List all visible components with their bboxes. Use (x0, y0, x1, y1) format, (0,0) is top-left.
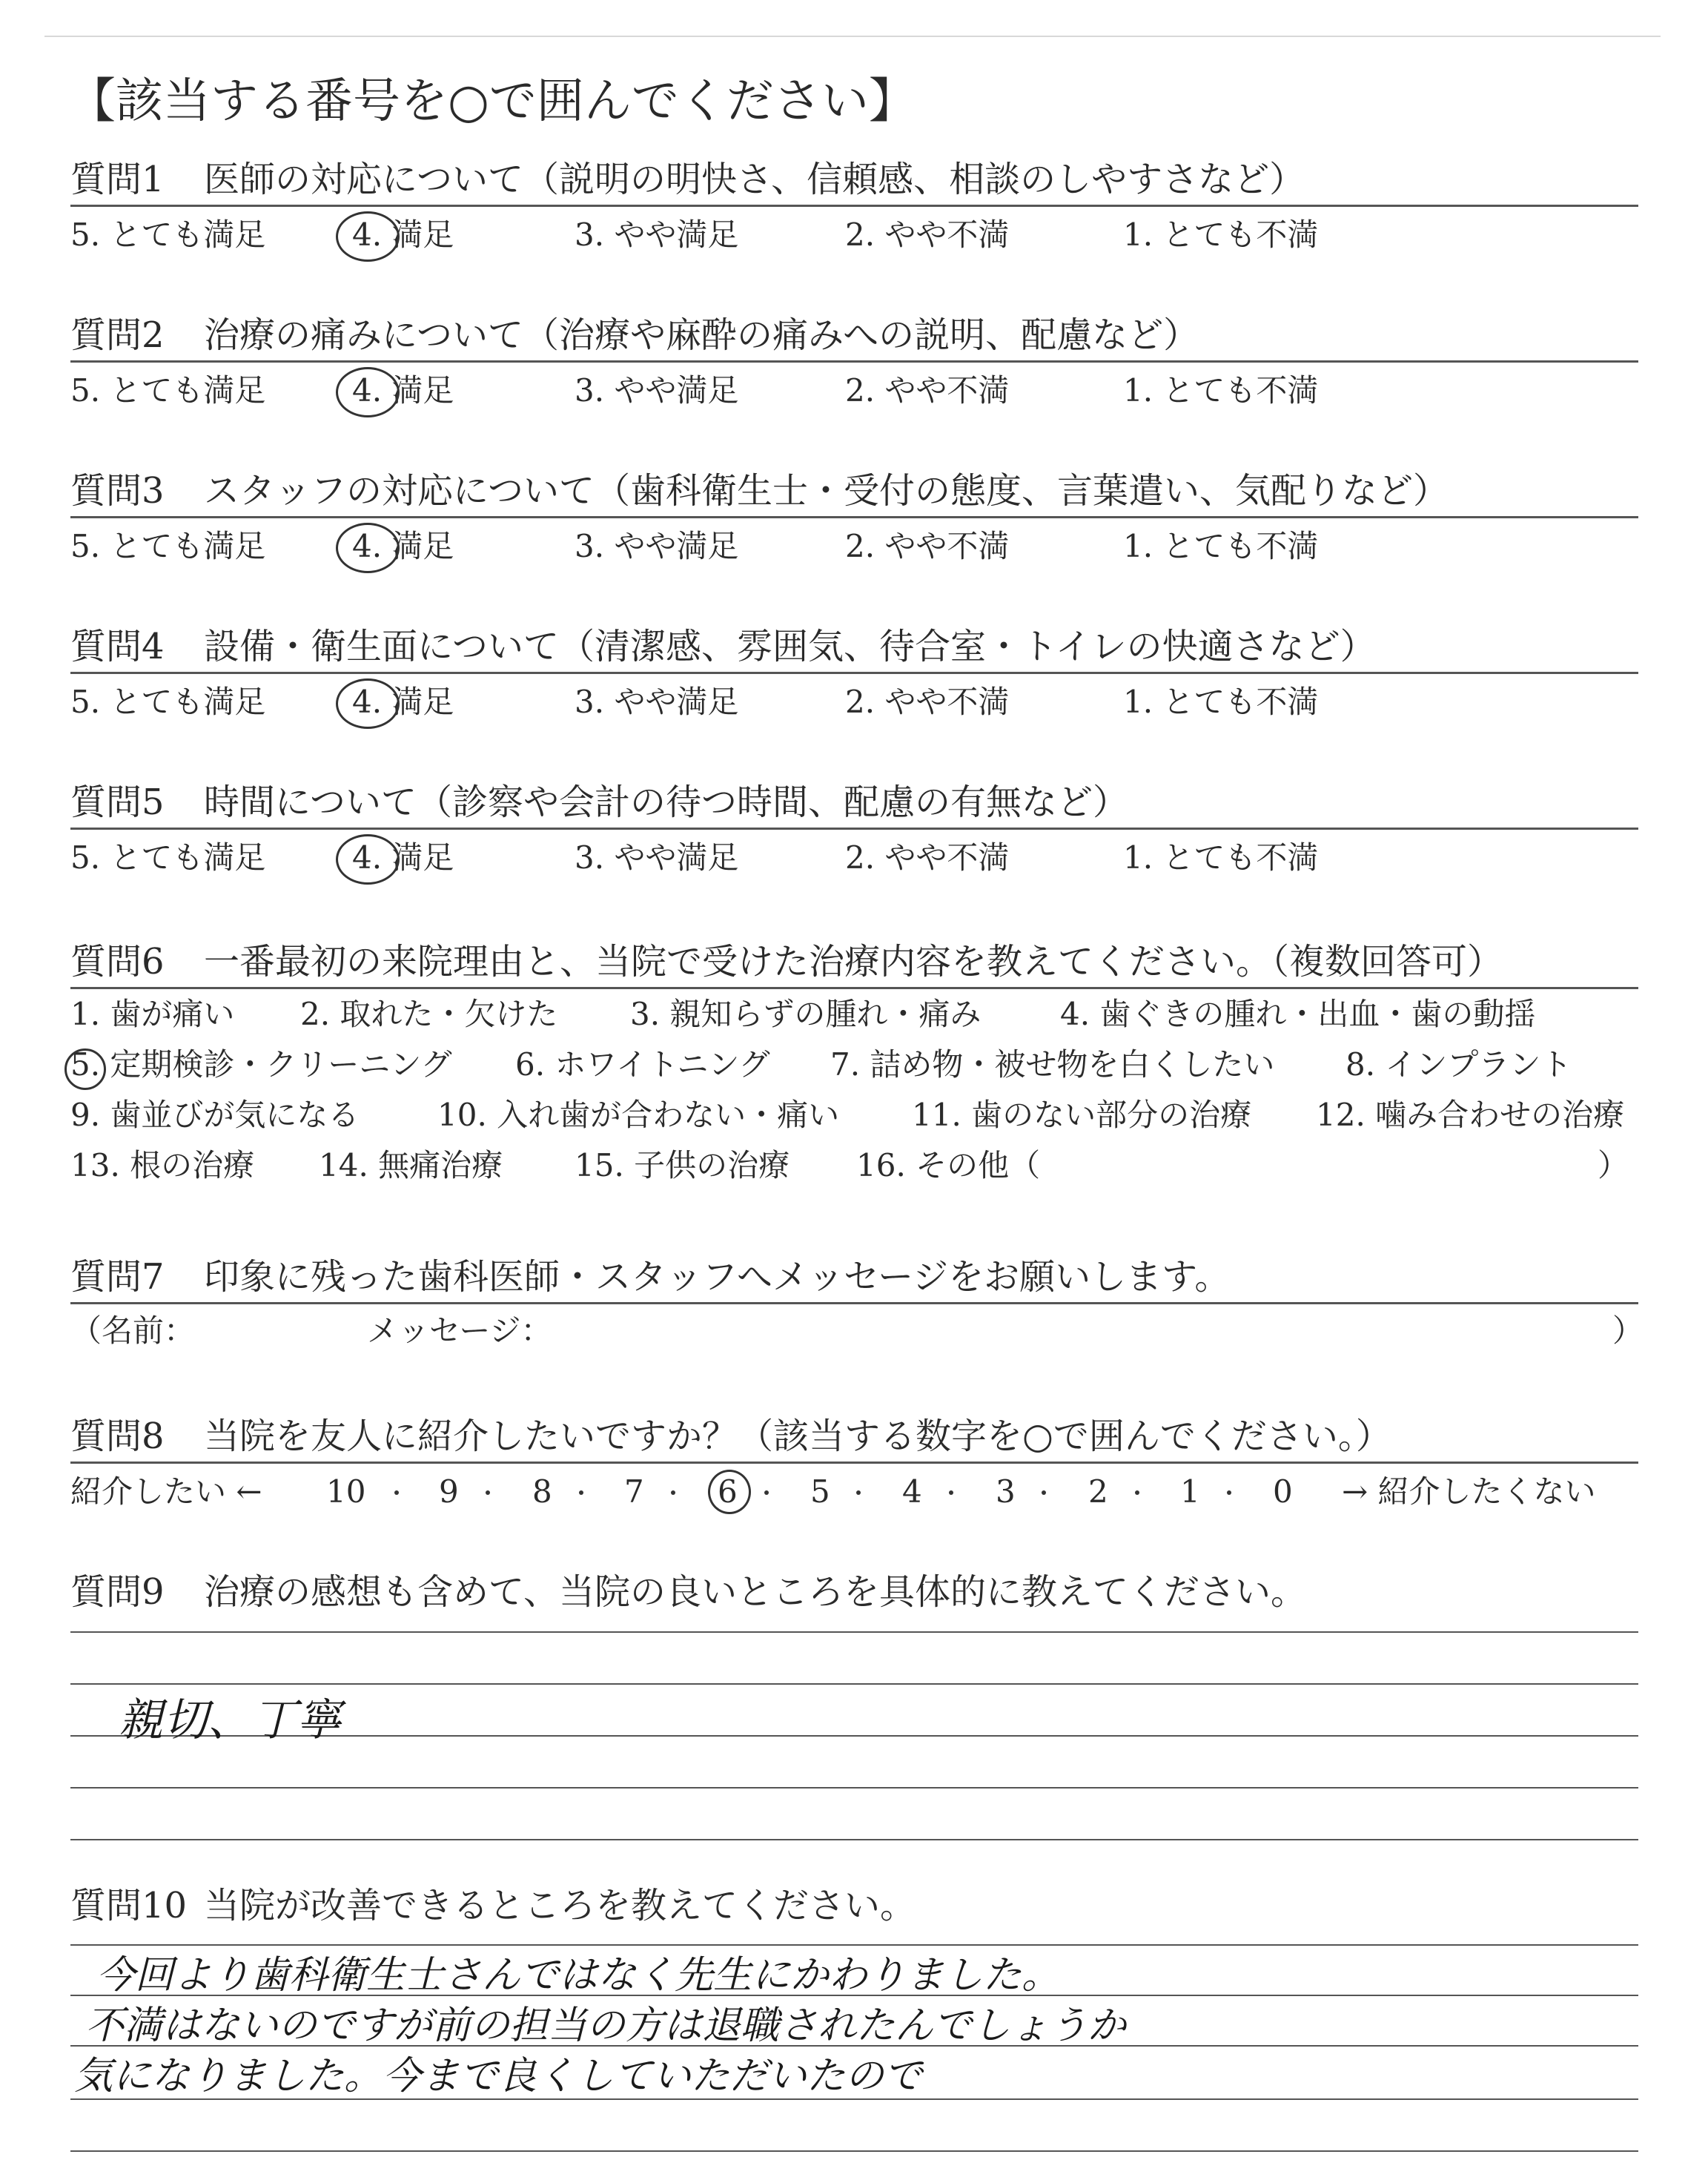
reason-option[interactable]: 4. 歯ぐきの腫れ・出血・歯の動揺 (1060, 996, 1536, 1032)
reason-option[interactable]: 6. ホワイトニング (515, 1046, 770, 1083)
message-label: メッセージ： (367, 1312, 552, 1349)
question-header (70, 1405, 1638, 1464)
reason-option[interactable]: 14. 無痛治療 (319, 1147, 503, 1183)
question-6 (70, 931, 1638, 1197)
reason-option[interactable]: 3. 親知らずの腫れ・痛み (630, 996, 982, 1032)
option-2[interactable]: 2. やや不満 (845, 372, 1010, 409)
option-4[interactable]: 4. 満足 (352, 684, 454, 720)
selection-circle (336, 834, 400, 885)
question-header (70, 1876, 1638, 1935)
selection-circle (336, 523, 400, 573)
reason-option[interactable]: 2. 取れた・欠けた (300, 996, 558, 1032)
question-3 (70, 460, 1638, 570)
question-number: 質問5 (70, 782, 165, 823)
option-5[interactable]: 5. とても満足 (70, 372, 266, 409)
reason-option[interactable]: 9. 歯並びが気になる (70, 1097, 360, 1133)
scale-value[interactable]: 10 (326, 1473, 366, 1510)
close-paren: ） (1612, 1312, 1644, 1349)
reason-option[interactable]: 13. 根の治療 (70, 1147, 255, 1183)
question-7 (70, 1246, 1644, 1356)
option-3[interactable]: 3. やや満足 (575, 684, 739, 720)
question-2 (70, 304, 1638, 415)
question-5 (70, 771, 1638, 882)
reason-option[interactable]: 8. インプラント (1345, 1046, 1572, 1083)
question-text: 一番最初の来院理由と、当院で受けた治療内容を教えてください。（複数回答可） (204, 941, 1503, 982)
option-4[interactable]: 4. 満足 (352, 528, 454, 564)
option-4[interactable]: 4. 満足 (352, 217, 454, 253)
rating-options (70, 830, 1638, 882)
reason-option[interactable]: 15. 子供の治療 (575, 1147, 790, 1183)
option-5[interactable]: 5. とても満足 (70, 684, 266, 720)
question-header (70, 615, 1638, 674)
selection-circle (64, 1048, 106, 1090)
question-text: 治療の感想も含めて、当院の良いところを具体的に教えてください。 (204, 1571, 1307, 1613)
option-3[interactable]: 3. やや満足 (575, 372, 739, 409)
handwritten-answer-line: 不満はないのですが前の担当の方は退職されたんでしょうか (85, 2004, 1127, 2048)
reason-option[interactable]: 12. 噛み合わせの治療 (1316, 1097, 1625, 1133)
rating-options (70, 363, 1638, 415)
question-text: スタッフの対応について（歯科衛生士・受付の態度、言葉遣い、気配りなど） (204, 470, 1449, 512)
name-label: （名前： (70, 1312, 196, 1349)
rating-options (70, 518, 1638, 570)
separator-dot (1227, 1490, 1231, 1495)
separator-dot (1042, 1490, 1046, 1495)
option-1[interactable]: 1. とても不満 (1123, 839, 1319, 876)
question-text: 当院を友人に紹介したいですか？（該当する数字を○で囲んでください。） (204, 1416, 1391, 1457)
scale-value[interactable]: 1 (1180, 1473, 1200, 1510)
answer-line (70, 1683, 1638, 1685)
scale-value[interactable]: 2 (1088, 1473, 1108, 1510)
question-number: 質問1 (70, 159, 165, 200)
separator-dot (764, 1490, 769, 1495)
reason-option[interactable]: 1. 歯が痛い (70, 996, 235, 1032)
question-8 (70, 1405, 1638, 1519)
question-header (70, 148, 1638, 207)
top-border-line (44, 36, 1661, 37)
scale-value[interactable]: 8 (532, 1473, 552, 1510)
reason-option[interactable]: 16. その他（ (856, 1147, 1041, 1183)
reason-option[interactable]: 10. 入れ歯が合わない・痛い (437, 1097, 840, 1133)
question-text: 時間について（診察や会計の待つ時間、配慮の有無など） (204, 782, 1129, 823)
question-text: 設備・衛生面について（清潔感、雰囲気、待合室・トイレの快適さなど） (204, 626, 1376, 667)
scale-value[interactable]: 7 (624, 1473, 644, 1510)
question-text: 当院が改善できるところを教えてください。 (204, 1885, 916, 1926)
separator-dot (671, 1490, 675, 1495)
question-number: 質問10 (70, 1885, 188, 1926)
question-number: 質問2 (70, 314, 165, 356)
selection-circle (708, 1470, 751, 1514)
reason-option[interactable]: 5. 定期検診・クリーニング (70, 1046, 452, 1083)
option-4[interactable]: 4. 満足 (352, 372, 454, 409)
instruction-heading: 【該当する番号を○で囲んでください】 (68, 74, 916, 129)
rating-options (70, 207, 1638, 259)
message-fields (70, 1304, 1644, 1356)
question-4 (70, 615, 1638, 726)
scale-value[interactable]: 0 (1273, 1473, 1293, 1510)
scale-value[interactable]: 5 (810, 1473, 830, 1510)
option-5[interactable]: 5. とても満足 (70, 217, 266, 253)
option-2[interactable]: 2. やや不満 (845, 684, 1010, 720)
separator-dot (856, 1490, 861, 1495)
other-close-paren: ） (1598, 1147, 1629, 1183)
option-3[interactable]: 3. やや満足 (575, 528, 739, 564)
question-9 (70, 1561, 1638, 1620)
scale-right-label: → 紹介したくない (1342, 1473, 1596, 1510)
selection-circle (336, 211, 400, 262)
answer-line (70, 1839, 1638, 1840)
recommend-scale (70, 1464, 1638, 1519)
question-text: 治療の痛みについて（治療や麻酔の痛みへの説明、配慮など） (204, 314, 1199, 356)
question-header (70, 460, 1638, 518)
option-1[interactable]: 1. とても不満 (1123, 372, 1319, 409)
answer-line (70, 1944, 1638, 1946)
question-text: 印象に残った歯科医師・スタッフへメッセージをお願いします。 (204, 1256, 1231, 1298)
question-header (70, 1561, 1638, 1620)
question-number: 質問6 (70, 941, 165, 982)
question-number: 質問8 (70, 1416, 165, 1457)
option-1[interactable]: 1. とても不満 (1123, 684, 1319, 720)
handwritten-answer-q9: 親切、丁寧 (119, 1694, 341, 1746)
answer-line (70, 1787, 1638, 1789)
option-5[interactable]: 5. とても満足 (70, 528, 266, 564)
answer-line (70, 1631, 1638, 1633)
option-3[interactable]: 3. やや満足 (575, 217, 739, 253)
option-2[interactable]: 2. やや不満 (845, 839, 1010, 876)
separator-dot (579, 1490, 583, 1495)
option-3[interactable]: 3. やや満足 (575, 839, 739, 876)
question-number: 質問9 (70, 1571, 165, 1613)
separator-dot (949, 1490, 953, 1495)
scale-value[interactable]: 6 (718, 1473, 738, 1510)
question-text: 医師の対応について（説明の明快さ、信頼感、相談のしやすさなど） (204, 159, 1305, 200)
scale-left-label: 紹介したい ← (70, 1473, 262, 1510)
question-number: 質問7 (70, 1256, 165, 1298)
answer-line (70, 2150, 1638, 2152)
scale-value[interactable]: 4 (902, 1473, 922, 1510)
selection-circle (336, 367, 400, 417)
separator-dot (394, 1490, 399, 1495)
question-1 (70, 148, 1638, 259)
separator-dot (1135, 1490, 1139, 1495)
option-2[interactable]: 2. やや不満 (845, 217, 1010, 253)
question-number: 質問3 (70, 470, 165, 512)
question-number: 質問4 (70, 626, 165, 667)
question-header (70, 304, 1638, 363)
option-1[interactable]: 1. とても不満 (1123, 217, 1319, 253)
option-1[interactable]: 1. とても不満 (1123, 528, 1319, 564)
question-header (70, 1246, 1638, 1304)
option-5[interactable]: 5. とても満足 (70, 839, 266, 876)
scale-value[interactable]: 3 (996, 1473, 1016, 1510)
handwritten-answer-line: 今回より歯科衛生士さんではなく先生にかわりました。 (96, 1953, 1061, 1998)
question-10 (70, 1876, 1638, 1935)
option-2[interactable]: 2. やや不満 (845, 528, 1010, 564)
reason-option[interactable]: 11. 歯のない部分の治療 (912, 1097, 1252, 1133)
separator-dot (486, 1490, 490, 1495)
handwritten-answer-line: 気になりました。今まで良くしていただいたので (74, 2054, 923, 2098)
scale-value[interactable]: 9 (439, 1473, 459, 1510)
option-4[interactable]: 4. 満足 (352, 839, 454, 876)
reason-options (70, 989, 1638, 1197)
rating-options (70, 674, 1638, 726)
reason-option[interactable]: 7. 詰め物・被せ物を白くしたい (830, 1046, 1275, 1083)
question-header (70, 931, 1638, 989)
selection-circle (336, 678, 400, 729)
question-header (70, 771, 1638, 830)
